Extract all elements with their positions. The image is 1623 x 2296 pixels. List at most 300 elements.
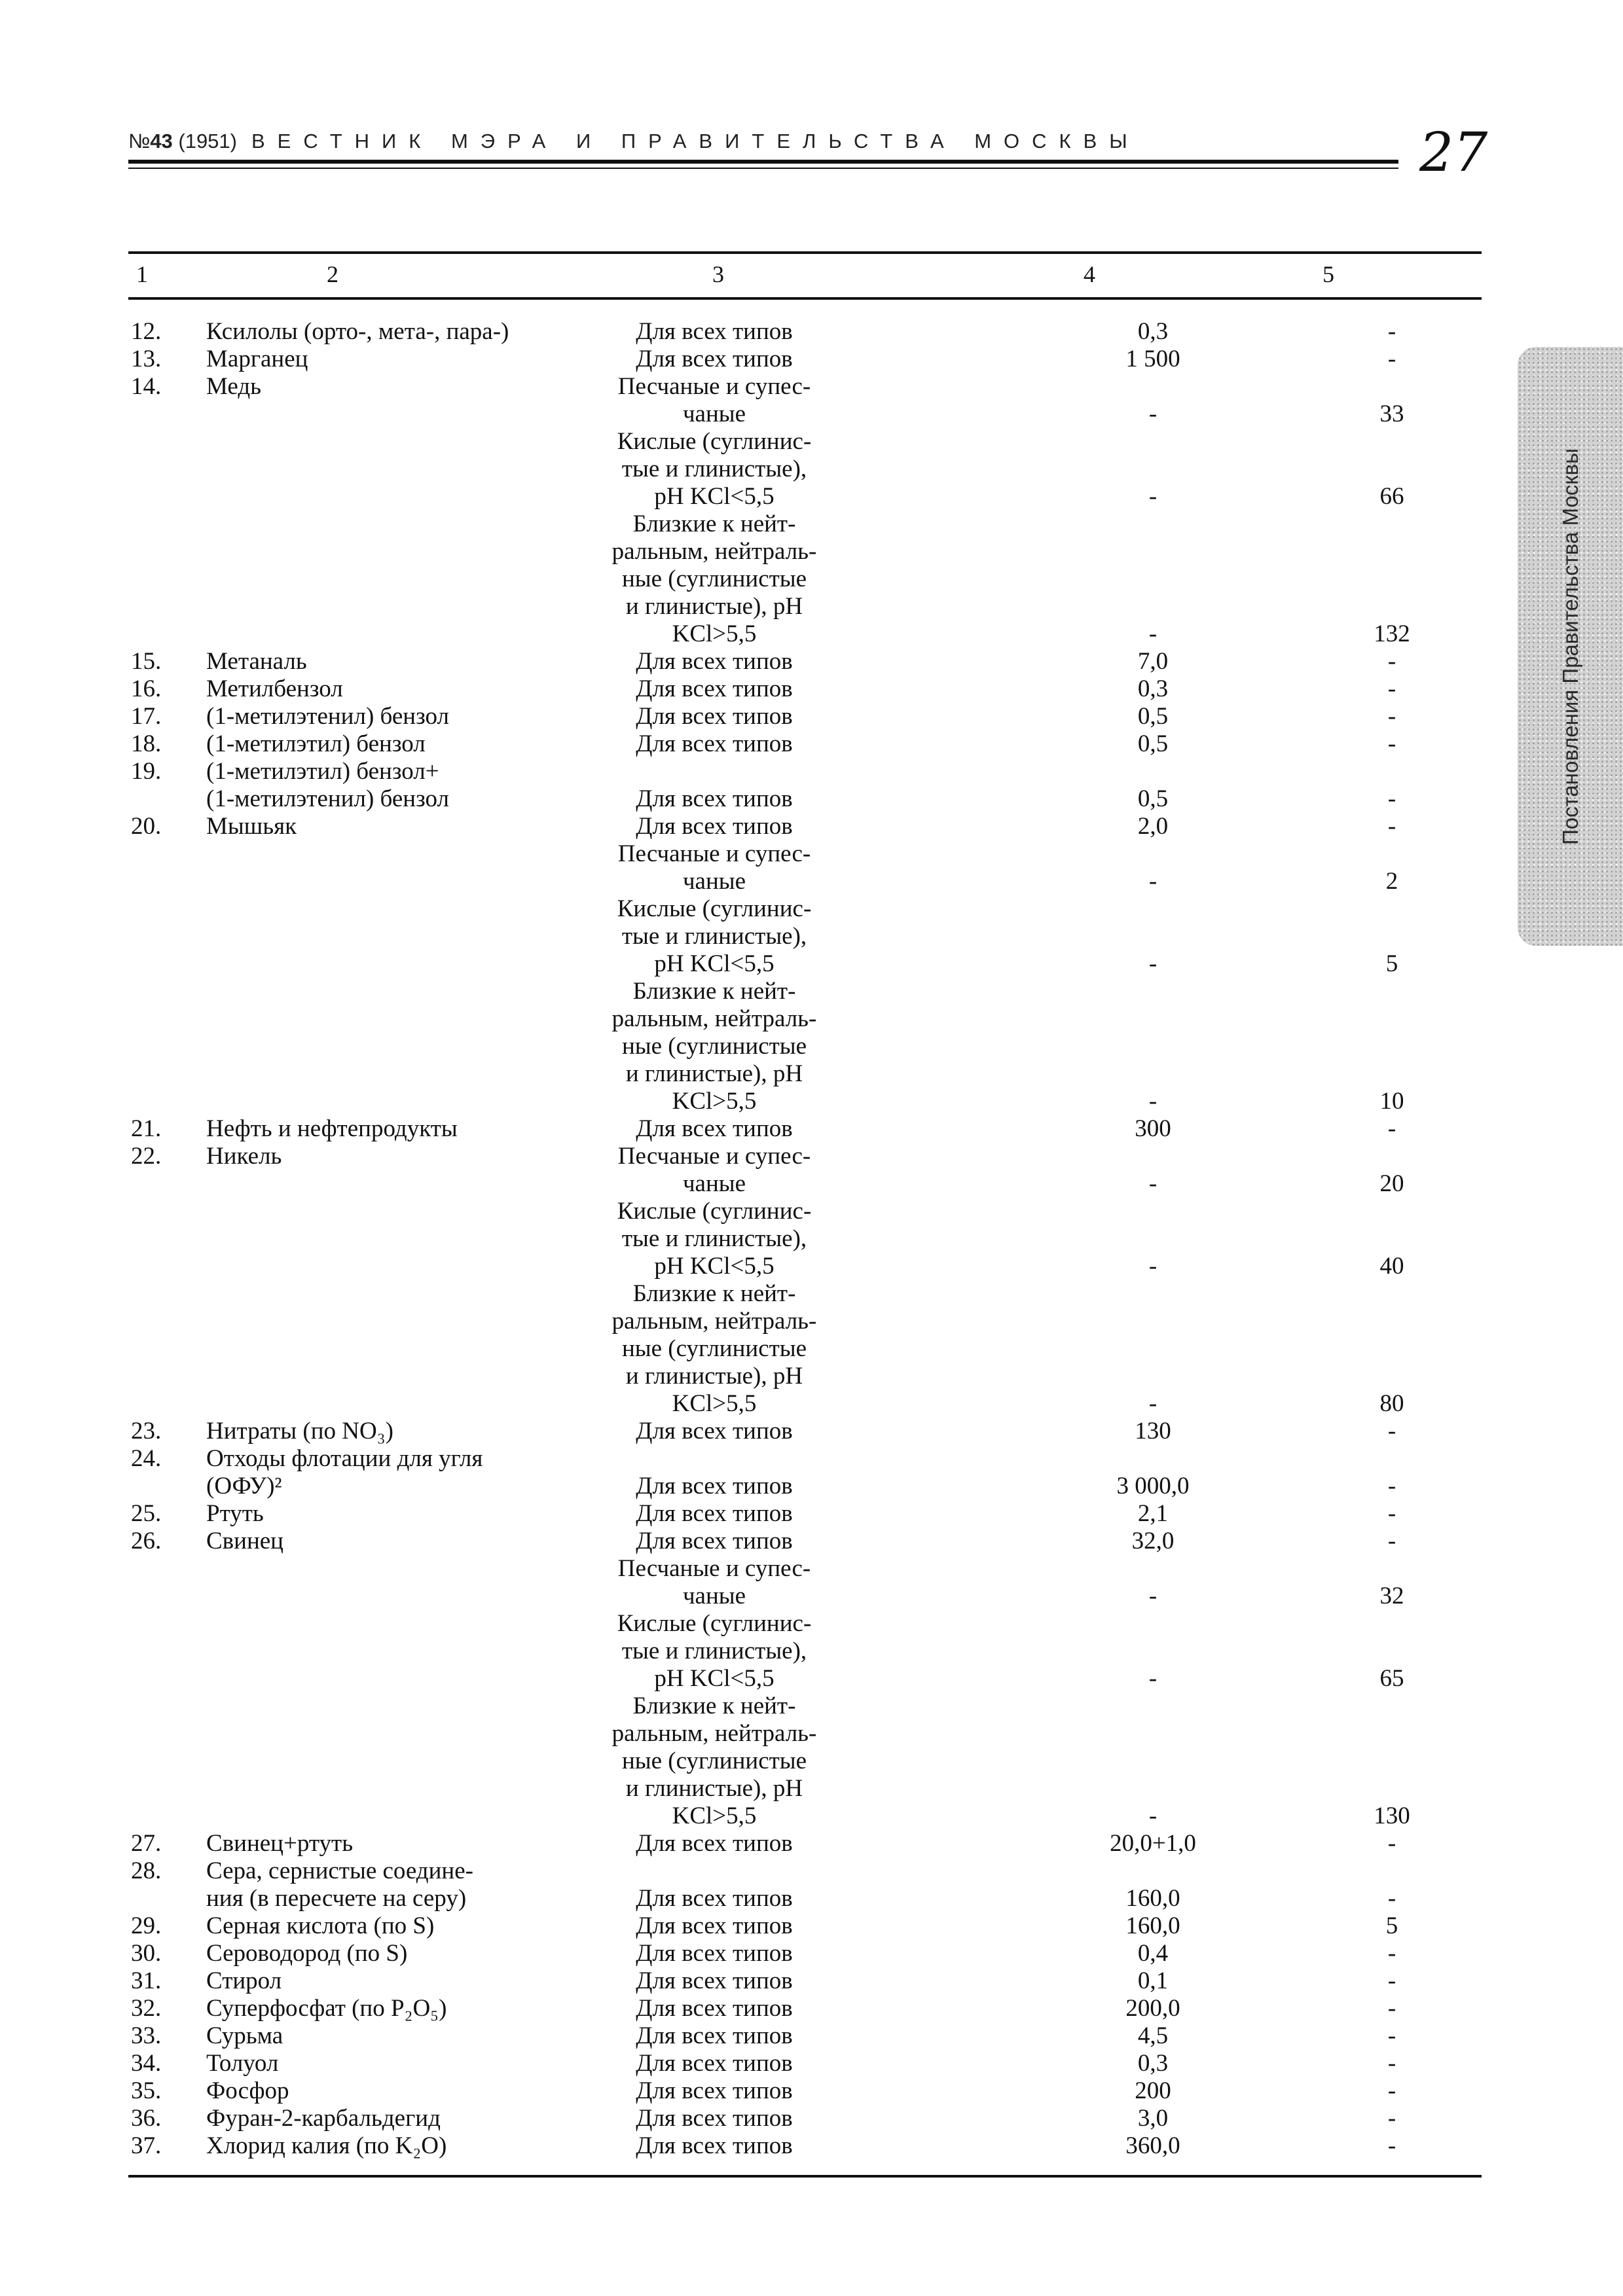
limit-value: - <box>1148 1803 1158 1829</box>
soil-type-line <box>587 1445 842 1473</box>
row-number: 12. <box>131 318 162 345</box>
background-value: - <box>1387 675 1396 702</box>
row-number: 22. <box>131 1143 162 1170</box>
substance-name-line: ния (в пересчете на серу) <box>206 1885 467 1912</box>
limit-value: 300 <box>1135 1115 1171 1142</box>
table-row <box>128 1528 1482 1555</box>
table-body <box>128 318 1482 2160</box>
soil-type-line: Для всех типов <box>636 2077 793 2104</box>
soil-type <box>587 648 842 675</box>
soil-type-line: и глинистые), pH <box>625 593 803 620</box>
limit-value: 360,0 <box>1125 2132 1180 2159</box>
table-row <box>128 2050 1482 2077</box>
row-number: 14. <box>131 373 162 400</box>
soil-type <box>587 346 842 373</box>
substance-name <box>206 2050 632 2077</box>
soil-type-line: Для всех типов <box>636 1940 793 1967</box>
limit-value: 7,0 <box>1137 648 1169 675</box>
substance-name <box>206 373 632 401</box>
soil-type <box>587 373 842 428</box>
soil-type-line: Для всех типов <box>636 346 793 372</box>
substance-name <box>206 1115 632 1143</box>
table-row <box>128 2132 1482 2160</box>
substance-name-line: Метаналь <box>206 648 307 675</box>
soil-type-line <box>587 1857 842 1885</box>
soil-type <box>587 1967 842 1995</box>
soil-type-line: чаные <box>682 1170 746 1197</box>
background-value: - <box>1387 648 1396 675</box>
background-value: 80 <box>1379 1390 1404 1417</box>
substance-name <box>206 318 632 346</box>
soil-type-line: KCl>5,5 <box>672 1088 757 1115</box>
substance-name-line: Медь <box>206 373 262 400</box>
header-rule <box>128 160 1398 164</box>
limit-value: 4,5 <box>1137 2022 1169 2049</box>
limit-value: 20,0+1,0 <box>1110 1830 1196 1857</box>
soil-type-line: Для всех типов <box>636 318 793 345</box>
limit-value: - <box>1148 1253 1158 1280</box>
limit-value: 3,0 <box>1137 2105 1169 2132</box>
soil-type <box>587 1115 842 1143</box>
background-value: 33 <box>1379 401 1404 427</box>
soil-type-line: ральным, нейтраль- <box>611 538 817 565</box>
background-value: 66 <box>1379 483 1404 510</box>
limit-value: - <box>1148 1583 1158 1609</box>
background-value: 20 <box>1379 1170 1404 1197</box>
soil-type <box>587 703 842 730</box>
soil-type-line: KCl>5,5 <box>672 620 757 647</box>
soil-type-line: pH KCl<5,5 <box>654 483 775 510</box>
table-row <box>128 730 1482 758</box>
row-number: 34. <box>131 2050 162 2077</box>
soil-type-line: Кислые (суглинис- <box>617 1198 812 1225</box>
soil-type-line: KCl>5,5 <box>672 1390 757 1417</box>
substance-name-line: (1-метилэтенил) бензол <box>206 785 449 812</box>
soil-type-line: Кислые (суглинис- <box>617 428 812 455</box>
soil-type-line: Для всех типов <box>636 1830 793 1857</box>
soil-type <box>587 1995 842 2022</box>
table-row <box>128 1280 1482 1418</box>
background-value: 2 <box>1385 868 1398 895</box>
soil-type-line: Песчаные и супес- <box>617 1143 811 1170</box>
publication-name: ВЕСТНИК МЭРА И ПРАВИТЕЛЬСТВА МОСКВЫ <box>251 130 1140 152</box>
table-row <box>128 1500 1482 1528</box>
table-row <box>128 318 1482 346</box>
substance-name <box>206 1912 632 1940</box>
limit-value: 0,5 <box>1137 730 1169 757</box>
soil-type-line: Для всех типов <box>636 1500 793 1527</box>
row-number: 29. <box>131 1912 162 1939</box>
soil-type-line: Кислые (суглинис- <box>617 1610 812 1637</box>
table-row <box>128 758 1482 813</box>
table-row <box>128 1143 1482 1198</box>
background-value: 5 <box>1385 1912 1398 1939</box>
soil-type-line: Песчаные и супес- <box>617 373 811 400</box>
limit-value: - <box>1148 868 1158 895</box>
substance-name <box>206 2132 632 2160</box>
table-row <box>128 511 1482 648</box>
soil-type <box>587 1940 842 1967</box>
soil-type-line: тые и глинистые), <box>621 1638 807 1664</box>
issue-number: 43 <box>150 130 173 152</box>
soil-type-line: Близкие к нейт- <box>632 1693 796 1719</box>
soil-type-line: Для всех типов <box>636 2050 793 2077</box>
substance-name <box>206 1445 632 1500</box>
limit-value: 2,1 <box>1137 1500 1169 1527</box>
column-header-5: 5 <box>1322 261 1334 287</box>
soil-type-line: чаные <box>682 401 746 427</box>
limit-value: 0,3 <box>1137 318 1169 345</box>
soil-type-line: Для всех типов <box>636 2132 793 2159</box>
background-value: - <box>1387 2050 1396 2077</box>
soil-type-line: тые и глинистые), <box>621 1225 807 1252</box>
limit-value: - <box>1148 401 1158 427</box>
substance-name-line: Мышьяк <box>206 813 297 840</box>
row-number: 17. <box>131 703 162 730</box>
background-value: - <box>1387 1885 1396 1912</box>
soil-type-line: ральным, нейтраль- <box>611 1005 817 1032</box>
table-row <box>128 346 1482 373</box>
background-value: - <box>1387 2022 1396 2049</box>
table-header-rule <box>128 297 1482 300</box>
soil-type <box>587 1912 842 1940</box>
limit-value: - <box>1148 1170 1158 1197</box>
row-number: 33. <box>131 2022 162 2049</box>
background-value: - <box>1387 1967 1396 1994</box>
substance-name-line: (1-метилэтенил) бензол <box>206 703 449 730</box>
table-row <box>128 1912 1482 1940</box>
row-number: 35. <box>131 2077 162 2104</box>
table-row <box>128 1693 1482 1830</box>
row-number: 37. <box>131 2132 162 2159</box>
limit-value: 32,0 <box>1131 1528 1175 1554</box>
row-number: 25. <box>131 1500 162 1527</box>
substance-name-line: Суперфосфат (по P₂O₅) <box>206 1995 447 2022</box>
background-value: - <box>1387 2105 1396 2132</box>
section-side-tab <box>1518 347 1623 946</box>
table-row <box>128 1967 1482 1995</box>
row-number: 23. <box>131 1418 162 1444</box>
page-header <box>128 122 1488 184</box>
soil-type-line: ные (суглинистые <box>621 1335 807 1362</box>
table-row <box>128 1555 1482 1610</box>
row-number: 27. <box>131 1830 162 1857</box>
section-label: Постановления Правительства Москвы <box>1558 448 1582 845</box>
substance-name-line: (1-метилэтил) бензол <box>206 730 426 757</box>
table-row <box>128 1857 1482 1912</box>
limit-value: 2,0 <box>1137 813 1169 840</box>
substance-name <box>206 1857 632 1912</box>
background-value: 65 <box>1379 1665 1404 1692</box>
limit-value: - <box>1148 950 1158 977</box>
substance-name <box>206 1500 632 1528</box>
soil-type <box>587 1500 842 1528</box>
background-value: 40 <box>1379 1253 1404 1280</box>
soil-type <box>587 511 842 648</box>
soil-type-line: ральным, нейтраль- <box>611 1308 817 1335</box>
table-row <box>128 373 1482 428</box>
soil-type <box>587 895 842 978</box>
limit-value: - <box>1148 1665 1158 1692</box>
soil-type <box>587 1143 842 1198</box>
substance-name <box>206 1830 632 1857</box>
limit-value: - <box>1148 1088 1158 1115</box>
substance-name <box>206 2022 632 2050</box>
background-value: - <box>1387 1528 1396 1554</box>
limit-value: 1 500 <box>1125 346 1180 372</box>
substance-name-line: Толуол <box>206 2050 279 2077</box>
background-value: - <box>1387 346 1396 372</box>
substance-name <box>206 703 632 730</box>
soil-type-line: Близкие к нейт- <box>632 1280 796 1307</box>
substance-name-line: Фосфор <box>206 2077 289 2104</box>
soil-type <box>587 1830 842 1857</box>
soil-type-line: Для всех типов <box>636 730 793 757</box>
substance-name-line: Метилбензол <box>206 675 343 702</box>
soil-type-line: Кислые (суглинис- <box>617 895 812 922</box>
table-row <box>128 1115 1482 1143</box>
row-number: 13. <box>131 346 162 372</box>
soil-type <box>587 1445 842 1500</box>
soil-type-line: pH KCl<5,5 <box>654 1253 775 1280</box>
substance-name <box>206 1418 632 1445</box>
row-number: 24. <box>131 1445 162 1472</box>
table-row <box>128 648 1482 675</box>
soil-type <box>587 840 842 895</box>
soil-type-line: Для всех типов <box>636 2105 793 2132</box>
table-row <box>128 1995 1482 2022</box>
substance-name-line: Ксилолы (орто-, мета-, пара-) <box>206 318 509 345</box>
background-value: - <box>1387 703 1396 730</box>
soil-type-line: Для всех типов <box>636 1473 793 1499</box>
soil-type <box>587 2132 842 2160</box>
limit-value: 0,1 <box>1137 1967 1169 1994</box>
substance-name <box>206 1995 632 2022</box>
background-value: - <box>1387 1115 1396 1142</box>
background-value: 130 <box>1374 1803 1410 1829</box>
background-value: 10 <box>1379 1088 1404 1115</box>
limit-value: 0,5 <box>1137 703 1169 730</box>
substance-name <box>206 346 632 373</box>
column-header-4: 4 <box>1084 261 1095 287</box>
soil-type-line: Для всех типов <box>636 1115 793 1142</box>
limit-value: 0,5 <box>1137 785 1169 812</box>
soil-type <box>587 2077 842 2105</box>
soil-type-line: тые и глинистые), <box>621 923 807 950</box>
background-value: - <box>1387 730 1396 757</box>
background-value: - <box>1387 1418 1396 1444</box>
table-row <box>128 703 1482 730</box>
soil-type-line: Для всех типов <box>636 1912 793 1939</box>
soil-type-line: тые и глинистые), <box>621 456 807 482</box>
soil-type <box>587 2022 842 2050</box>
soil-type <box>587 318 842 346</box>
table-row <box>128 2105 1482 2132</box>
background-value: - <box>1387 813 1396 840</box>
substance-name-line: Серная кислота (по S) <box>206 1912 435 1939</box>
soil-type-line: Близкие к нейт- <box>632 978 796 1005</box>
soil-type-line: чаные <box>682 1583 746 1609</box>
soil-type-line: чаные <box>682 868 746 895</box>
substance-name-line: Марганец <box>206 346 308 372</box>
soil-type <box>587 1198 842 1280</box>
soil-type <box>587 1857 842 1912</box>
soil-type-line: Для всех типов <box>636 785 793 812</box>
soil-type-line: pH KCl<5,5 <box>654 950 775 977</box>
row-number: 26. <box>131 1528 162 1554</box>
table-column-headers <box>128 260 1482 293</box>
background-value: - <box>1387 785 1396 812</box>
substance-name-line: Сероводород (по S) <box>206 1940 408 1967</box>
substance-name-line: Ртуть <box>206 1500 264 1527</box>
substance-name <box>206 758 632 813</box>
background-value: 5 <box>1385 950 1398 977</box>
soil-type-line: и глинистые), pH <box>625 1775 803 1802</box>
substance-name-line: (ОФУ)² <box>206 1473 282 1499</box>
table-top-rule <box>128 251 1482 254</box>
row-number: 18. <box>131 730 162 757</box>
substance-name <box>206 1528 632 1555</box>
soil-type <box>587 978 842 1115</box>
table-row <box>128 1445 1482 1500</box>
row-number: 15. <box>131 648 162 675</box>
table-row <box>128 840 1482 895</box>
soil-type-line: KCl>5,5 <box>672 1803 757 1829</box>
soil-type-line <box>587 758 842 785</box>
substance-name-line: Нитраты (по NO₃) <box>206 1418 393 1444</box>
soil-type-line: Для всех типов <box>636 1967 793 1994</box>
soil-type-line: Для всех типов <box>636 2022 793 2049</box>
substance-name-line: (1-метилэтил) бензол+ <box>206 758 439 785</box>
substance-name-line: Отходы флотации для угля <box>206 1445 483 1472</box>
limit-value: 200,0 <box>1125 1995 1180 2022</box>
soil-type <box>587 675 842 703</box>
background-value: - <box>1387 1995 1396 2022</box>
issue-prefix: № <box>128 130 151 152</box>
soil-type-line: ные (суглинистые <box>621 1748 807 1774</box>
substance-name-line: Сера, сернистые соедине- <box>206 1857 473 1884</box>
soil-type <box>587 428 842 511</box>
background-value: - <box>1387 1500 1396 1527</box>
column-header-1: 1 <box>136 261 148 287</box>
substance-name-line: Нефть и нефтепродукты <box>206 1115 458 1142</box>
table-row <box>128 428 1482 511</box>
soil-type-line: и глинистые), pH <box>625 1363 803 1390</box>
limit-value: 160,0 <box>1125 1912 1180 1939</box>
soil-type-line: pH KCl<5,5 <box>654 1665 775 1692</box>
row-number: 30. <box>131 1940 162 1967</box>
substance-name <box>206 675 632 703</box>
limit-value: 0,3 <box>1137 675 1169 702</box>
soil-type <box>587 1418 842 1445</box>
table-row <box>128 1940 1482 1967</box>
soil-type-line: Для всех типов <box>636 1885 793 1912</box>
table-row <box>128 2077 1482 2105</box>
soil-type-line: Для всех типов <box>636 648 793 675</box>
row-number: 19. <box>131 758 162 785</box>
soil-type-line: ральным, нейтраль- <box>611 1720 817 1747</box>
soil-type <box>587 1280 842 1418</box>
soil-type-line: Песчаные и супес- <box>617 840 811 867</box>
table-row <box>128 1610 1482 1693</box>
limit-value: 130 <box>1135 1418 1171 1444</box>
soil-type-line: Для всех типов <box>636 813 793 840</box>
soil-type <box>587 813 842 840</box>
substance-name <box>206 648 632 675</box>
row-number: 32. <box>131 1995 162 2022</box>
table-row <box>128 895 1482 978</box>
table-row <box>128 1830 1482 1857</box>
limit-value: 3 000,0 <box>1116 1473 1190 1499</box>
soil-type-line: ные (суглинистые <box>621 565 807 592</box>
limit-value: 200 <box>1135 2077 1171 2104</box>
soil-type <box>587 1693 842 1830</box>
background-value: - <box>1387 2077 1396 2104</box>
row-number: 21. <box>131 1115 162 1142</box>
row-number: 36. <box>131 2105 162 2132</box>
row-number: 28. <box>131 1857 162 1884</box>
background-value: 32 <box>1379 1583 1404 1609</box>
soil-type <box>587 730 842 758</box>
row-number: 16. <box>131 675 162 702</box>
soil-type-line: Для всех типов <box>636 1418 793 1444</box>
substance-name-line: Свинец <box>206 1528 283 1554</box>
table-row <box>128 1418 1482 1445</box>
background-value: - <box>1387 318 1396 345</box>
soil-type-line: ные (суглинистые <box>621 1033 807 1060</box>
substance-name-line: Никель <box>206 1143 282 1170</box>
limit-value: - <box>1148 1390 1158 1417</box>
background-value: - <box>1387 1940 1396 1967</box>
table-row <box>128 813 1482 840</box>
column-header-3: 3 <box>712 261 724 287</box>
limit-value: 0,4 <box>1137 1940 1169 1967</box>
soil-type-line: Для всех типов <box>636 1995 793 2022</box>
soil-type <box>587 1555 842 1610</box>
substance-name-line: Стирол <box>206 1967 282 1994</box>
soil-type <box>587 2050 842 2077</box>
substance-name <box>206 1940 632 1967</box>
soil-type <box>587 1528 842 1555</box>
substance-name <box>206 1143 632 1170</box>
limit-value: - <box>1148 620 1158 647</box>
substance-name-line: Свинец+ртуть <box>206 1830 354 1857</box>
soil-type-line: Песчаные и супес- <box>617 1555 811 1582</box>
page-number: 27 <box>1419 122 1488 184</box>
soil-type-line: Для всех типов <box>636 703 793 730</box>
row-number: 20. <box>131 813 162 840</box>
substance-name <box>206 2077 632 2105</box>
soil-type <box>587 758 842 813</box>
substance-name <box>206 730 632 758</box>
soil-type-line: Близкие к нейт- <box>632 511 796 537</box>
issue-line <box>128 130 1140 153</box>
issue-year: (1951) <box>178 130 237 152</box>
background-value: 132 <box>1374 620 1410 647</box>
table-row <box>128 978 1482 1115</box>
background-value: - <box>1387 2132 1396 2159</box>
table-row <box>128 1198 1482 1280</box>
substance-name-line: Хлорид калия (по K₂O) <box>206 2132 447 2159</box>
limit-value: 0,3 <box>1137 2050 1169 2077</box>
table-row <box>128 675 1482 703</box>
background-value: - <box>1387 1830 1396 1857</box>
substance-name <box>206 813 632 840</box>
substance-name-line: Сурьма <box>206 2022 283 2049</box>
column-header-2: 2 <box>327 261 338 287</box>
background-value: - <box>1387 1473 1396 1499</box>
table-bottom-rule <box>128 2175 1482 2178</box>
